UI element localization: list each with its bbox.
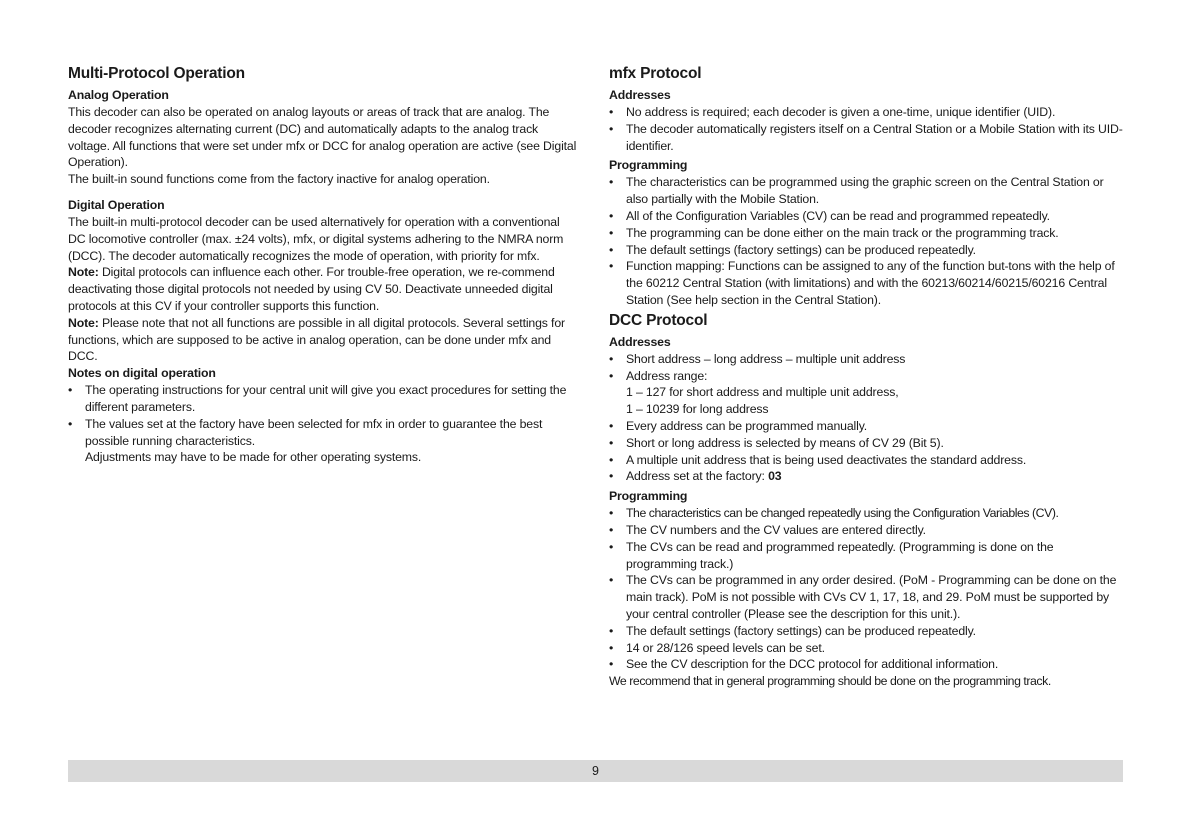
notes-digital-heading: Notes on digital operation [68, 366, 216, 381]
bullet-icon: • [68, 383, 73, 398]
list-item: • Every address can be programmed manually. [609, 418, 868, 433]
bullet-icon: • [609, 208, 614, 223]
list-item: • The CV numbers and the CV values are entered directly. [609, 522, 926, 537]
note-text: Digital protocols can influence each other. For trouble-free operation, we re-commend deactivating those digital protocols not needed by using CV 50. Deactivate unneeded digital protocols at this CV if your controller supports this function. [68, 265, 555, 313]
bullet-icon: • [609, 469, 614, 484]
bullet-icon: • [609, 573, 614, 588]
digital-paragraph: The built-in multi-protocol decoder can be used alternatively for operation with a conventional DC locomotive controller (max. ±24 volts), mfx, or digital systems adhering to the NMRA norm (DCC). The decoder automatically recognizes the mode of operation, with priority for mfx. [68, 214, 564, 263]
notes-list [68, 382, 578, 466]
note-label: Note: [68, 315, 99, 330]
dcc-addresses-heading: Addresses [609, 334, 671, 349]
digital-note-2 [68, 315, 578, 365]
bullet-icon: • [609, 225, 614, 240]
list-item: • Short address – long address – multiple unit address [609, 351, 906, 366]
bullet-icon: • [609, 657, 614, 672]
list-item-continuation: Adjustments may have to be made for other operating systems. [85, 450, 422, 465]
bullet-icon: • [609, 640, 614, 655]
list-item: • 14 or 28/126 speed levels can be set. [609, 640, 825, 655]
analog-sound-paragraph: The built-in sound functions come from the factory inactive for analog operation. [68, 172, 490, 187]
bullet-icon: • [609, 506, 614, 521]
bullet-icon: • [609, 522, 614, 537]
page-footer-bar [68, 760, 1123, 782]
mfx-protocol-title: mfx Protocol [609, 65, 702, 82]
digital-note-1 [68, 264, 578, 314]
list-item: • Address range: 1 – 127 for short address and multiple unit address, 1 – 10239 for long address [609, 368, 1127, 418]
list-item: • The characteristics can be changed repeatedly using the Configuration Variables (CV). [609, 506, 1059, 521]
right-column [609, 64, 1127, 690]
list-item: • Function mapping: Functions can be assigned to any of the function but-tons with the help of the 60212 Central Station (with limitations) and with the 60213/60214/60215/60216 Central Station (See help section in the Central Station). [609, 259, 1115, 307]
list-item: • The values set at the factory have been selected for mfx in order to guarantee the best possible running characteristics. Adjustments may have to be made for other operating systems. [68, 416, 578, 466]
list-item: • The CVs can be programmed in any order desired. (PoM - Programming can be done on the main track). PoM is not possible with CVs CV 1, 17, 18, and 29. PoM must be supported by your central controller (Please see the description for this unit.). [609, 573, 1117, 621]
bullet-icon: • [609, 368, 614, 383]
address-range-short: 1 – 127 for short address and multiple unit address, [626, 385, 899, 400]
bullet-icon: • [609, 175, 614, 190]
multi-protocol-title: Multi-Protocol Operation [68, 65, 245, 82]
factory-address-value: 03 [768, 469, 782, 484]
list-item: • See the CV description for the DCC protocol for additional information. [609, 657, 999, 672]
mfx-programming-heading: Programming [609, 158, 688, 173]
list-item: • The default settings (factory settings) can be produced repeatedly. [609, 242, 976, 257]
list-item: • A multiple unit address that is being used deactivates the standard address. [609, 452, 1027, 467]
dcc-protocol-title: DCC Protocol [609, 311, 708, 329]
bullet-icon: • [609, 242, 614, 257]
list-item: • The characteristics can be programmed using the graphic screen on the Central Station or also partially with the Mobile Station. [609, 175, 1104, 207]
bullet-icon: • [609, 418, 614, 433]
address-range-long: 1 – 10239 for long address [626, 402, 769, 417]
bullet-icon: • [609, 452, 614, 467]
note-label: Note: [68, 265, 99, 280]
page-number: 9 [592, 764, 599, 778]
bullet-icon: • [609, 121, 614, 136]
list-item: • The programming can be done either on the main track or the programming track. [609, 225, 1059, 240]
mfx-addresses-heading: Addresses [609, 88, 671, 102]
list-item: • The default settings (factory settings) can be produced repeatedly. [609, 623, 976, 638]
bullet-icon: • [609, 259, 614, 274]
list-item: • The CVs can be read and programmed repeatedly. (Programming is done on the programming track.) [609, 539, 1054, 571]
list-item: • Short or long address is selected by means of CV 29 (Bit 5). [609, 435, 944, 450]
bullet-icon: • [609, 623, 614, 638]
list-item: • All of the Configuration Variables (CV) can be read and programmed repeatedly. [609, 208, 1050, 223]
dcc-addresses-list [609, 351, 1127, 485]
left-column [68, 64, 578, 466]
bullet-icon: • [609, 539, 614, 554]
bullet-icon: • [609, 105, 614, 119]
dcc-closing-recommendation: We recommend that in general programming should be done on the programming track. [609, 674, 1051, 689]
list-item: • Address set at the factory: 03 [609, 469, 782, 484]
dcc-programming-heading: Programming [609, 489, 688, 504]
mfx-addresses-list [609, 104, 1127, 154]
digital-operation-heading: Digital Operation [68, 197, 165, 212]
dcc-programming-list [609, 505, 1127, 673]
bullet-icon: • [68, 416, 73, 431]
analog-paragraph: This decoder can also be operated on analog layouts or areas of track that are analog. The decoder recognizes alternating current (DC) and automatically adapts to the analog track voltage. All functions that were set under mfx or DCC for analog operation are active (see Digital Operation). [68, 105, 577, 170]
list-item: • The operating instructions for your central unit will give you exact procedures for setting the different parameters. [68, 383, 567, 414]
note-text: Please note that not all functions are possible in all digital protocols. Several settings for functions, which are supposed to be active in analog operation, can be done under mfx and DCC. [68, 315, 565, 364]
bullet-icon: • [609, 351, 614, 366]
analog-operation-heading: Analog Operation [68, 88, 169, 102]
bullet-icon: • [609, 435, 614, 450]
list-item: • No address is required; each decoder is given a one-time, unique identifier (UID). [609, 105, 1056, 119]
mfx-programming-list [609, 174, 1127, 308]
list-item: • The decoder automatically registers itself on a Central Station or a Mobile Station with its UID-identifier. [609, 121, 1123, 153]
